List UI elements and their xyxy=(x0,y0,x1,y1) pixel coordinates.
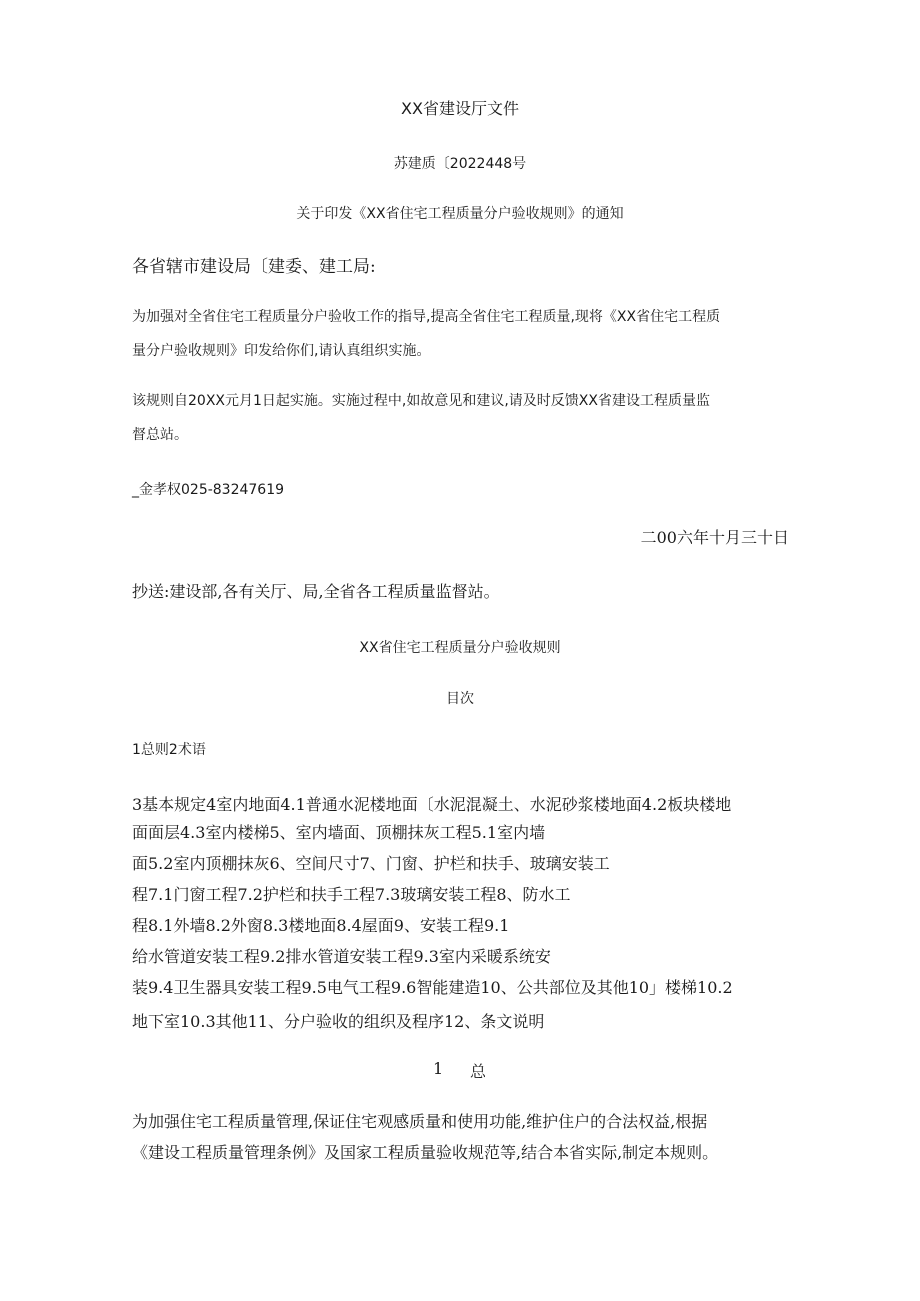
cc-line: 抄送:建设部,各有关厅、局,全省各工程质量监督站。 xyxy=(132,582,500,601)
toc-line: 地下室10.3其他11、分户验收的组织及程序12、条文说明 xyxy=(132,1012,545,1031)
toc-line: 程8.1外墙8.2外窗8.3楼地面8.4屋面9、安装工程9.1 xyxy=(132,916,510,935)
document-date: 二00六年十月三十日 xyxy=(640,528,789,547)
document-number: 苏建质〔2022448号 xyxy=(393,156,527,172)
toc-line: 程7.1门窗工程7.2护栏和扶手工程7.3玻璃安装工程8、防水工 xyxy=(132,885,571,904)
toc-line: 面5.2室内顶棚抹灰6、空间尺寸7、门窗、护栏和扶手、玻璃安装工 xyxy=(132,854,610,873)
toc-line: 装9.4卫生器具安装工程9.5电气工程9.6智能建造10、公共部位及其他10」楼梯10.2 xyxy=(132,978,733,997)
paragraph-2-line-2: 督总站。 xyxy=(132,427,188,443)
toc-line: 面面层4.3室内楼梯5、室内墙面、顶棚抹灰工程5.1室内墙 xyxy=(132,823,546,842)
toc-line: 给水管道安装工程9.2排水管道安装工程9.3室内采暖系统安 xyxy=(132,947,551,966)
addressee: 各省辖市建设局〔建委、建工局: xyxy=(132,257,376,277)
notice-title: 关于印发《XX省住宅工程质量分户验收规则》的通知 xyxy=(296,206,624,222)
toc-heading: 目次 xyxy=(446,691,474,707)
rules-title: XX省住宅工程质量分户验收规则 xyxy=(359,640,561,656)
body-line-2: 《建设工程质量管理条例》及国家工程质量验收规范等,结合本省实际,制定本规则。 xyxy=(132,1143,719,1162)
body-line-1: 为加强住宅工程质量管理,保证住宅观感质量和使用功能,维护住户的合法权益,根据 xyxy=(132,1112,708,1131)
paragraph-1-line-2: 量分户验收规则》印发给你们,请认真组织实施。 xyxy=(132,343,431,359)
document-title: XX省建设厅文件 xyxy=(401,99,519,118)
section-number: 1 xyxy=(433,1059,444,1078)
section-title: 总 xyxy=(470,1062,487,1081)
toc-line-0: 1总则2术语 xyxy=(132,742,206,758)
paragraph-2-line-1: 该规则自20XX元月1日起实施。实施过程中,如故意见和建议,请及时反馈XX省建设工程质量监 xyxy=(132,393,710,409)
paragraph-1-line-1: 为加强对全省住宅工程质量分户验收工作的指导,提高全省住宅工程质量,现将《XX省住宅工程质 xyxy=(132,309,721,325)
toc-line: 3基本规定4室内地面4.1普通水泥楼地面〔水泥混凝土、水泥砂浆楼地面4.2板块楼地 xyxy=(132,795,732,814)
contact-line: _金孝权025-83247619 xyxy=(132,482,285,498)
